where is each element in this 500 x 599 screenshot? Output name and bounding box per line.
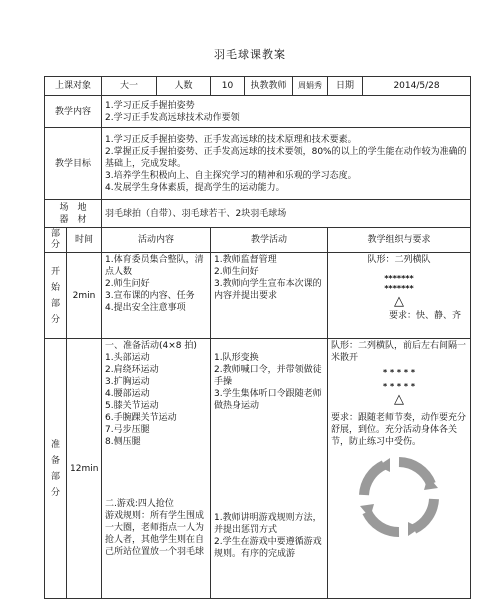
equipment-value: 羽毛球拍（自带）、羽毛球若干、2块羽毛球场 (102, 200, 471, 228)
content-item: 4.提出安全注意事项 (105, 303, 186, 313)
date-label: 日期 (328, 77, 363, 96)
equipment-label: 场 地 器 材 (45, 200, 102, 228)
content-item: 2.肩绕环运动 (105, 365, 159, 375)
activity-item: 2.教师喊口令，并带领做徒手操 (214, 365, 322, 387)
part-column-header: 部 分 (45, 228, 67, 253)
content-item: 4.腰部运动 (105, 389, 150, 399)
circle-arrows-icon (358, 456, 440, 538)
formation-stars-row: ******* (384, 274, 414, 283)
content-item: 一、准备活动(4×8 拍) (105, 341, 197, 351)
requirement-text: 要求：跟随老师节奏，动作要充分舒展，到位。充分活动身体各关节，防止练习中受伤。 (331, 413, 467, 447)
section-start-row (45, 253, 471, 339)
formation-label: 队形：二列横队，前后左右间隔一米散开 (331, 341, 467, 363)
content-item: 1.头部运动 (105, 353, 150, 363)
content-row (45, 96, 471, 128)
start-content-list (102, 253, 211, 339)
teacher-label: 执教教师 (245, 77, 293, 96)
content-list (102, 96, 471, 128)
content-item: 3.宣布课的内容、任务 (105, 291, 195, 301)
activity-column-header: 教学活动 (211, 228, 328, 253)
goal-item: 1.学习正反手握拍姿势、正手发高远球的技术原理和技术要素。 (105, 134, 357, 145)
prep-org-cell (328, 339, 471, 599)
content-item: 6.手腕踝关节运动 (105, 413, 177, 423)
goals-row (45, 128, 471, 200)
content-item: 2.学习正手发高远球技术动作要领 (105, 112, 240, 123)
formation-stars-row: * * * * * (382, 382, 416, 391)
content-item: 二.游戏:四人抢位 (105, 499, 174, 509)
target-label: 上课对象 (45, 77, 102, 96)
content-item: 7.弓步压腿 (105, 425, 150, 435)
prep-part-label: 准 备 部 分 (45, 339, 67, 599)
activity-item: 3.学生集体听口令跟随老师做热身运动 (214, 389, 322, 411)
requirement-text: 要求：快、静、齐 (389, 311, 462, 321)
prep-activity-list (211, 339, 328, 599)
lesson-plan-table (44, 76, 471, 599)
activity-item: 1.教师讲明游戏规则方法，并提出惩罚方式 (214, 513, 322, 535)
teacher-triangle-icon: △ (394, 392, 405, 407)
formation-stars-row: * * * * * (382, 368, 416, 377)
count-label: 人数 (157, 77, 211, 96)
start-part-label: 开 始 部 分 (45, 253, 67, 339)
org-column-header: 教学组织与要求 (328, 228, 471, 253)
prep-content-list (102, 339, 211, 599)
content-label: 教学内容 (45, 96, 102, 128)
circle-formation-icon (331, 456, 467, 542)
goal-item: 3.培养学生积极向上、自主探究学习的精神和乐观的学习态度。 (105, 170, 357, 181)
prep-time: 12min (67, 339, 102, 599)
header-row (45, 77, 471, 96)
content-column-header: 活动内容 (102, 228, 211, 253)
content-item: 5.膝关节运动 (105, 401, 159, 411)
activity-item: 2.师生问好 (214, 267, 259, 277)
time-column-header: 时间 (67, 228, 102, 253)
section-prep-row (45, 339, 471, 599)
target-value: 大一 (102, 77, 157, 96)
content-item: 2.师生问好 (105, 279, 150, 289)
content-item: 3.扩胸运动 (105, 377, 150, 387)
start-org-cell (328, 253, 471, 339)
content-item: 1.体育委员集合整队，清点人数 (105, 255, 204, 277)
content-item: 游戏规则：所有学生围成一大圈，老师指点一人为抢人者，其他学生则在自己所站位置放一个羽毛球 (105, 511, 205, 557)
formation-label: 队形：二列横队 (367, 255, 431, 265)
activity-item: 1.教师监督管理 (214, 255, 277, 265)
content-item: 1.学习正反手握拍姿势 (105, 100, 195, 111)
teacher-value: 周娟秀 (293, 77, 328, 96)
start-time: 2min (67, 253, 102, 339)
document-title: 羽毛球课教案 (214, 48, 286, 61)
goal-item: 2.掌握正反手握拍姿势、正手发高远球的技术要领，80%的以上的学生能在动作较为准确的基础上，完成发球。 (105, 146, 467, 169)
activity-item: 1.队形变换 (214, 353, 259, 363)
start-activity-list (211, 253, 328, 339)
equipment-row (45, 200, 471, 228)
column-header-row (45, 228, 471, 253)
goals-label: 教学目标 (45, 128, 102, 200)
date-value: 2014/5/28 (363, 77, 471, 96)
goal-item: 4.发展学生身体素质，提高学生的运动能力。 (105, 182, 285, 193)
teacher-triangle-icon: △ (394, 294, 405, 309)
content-item: 8.侧压腿 (105, 437, 141, 447)
activity-item: 2.学生在游戏中要遵循游戏规则。有序的完成游 (214, 537, 322, 559)
goals-list (102, 128, 471, 200)
formation-stars-row: ******* (384, 284, 414, 293)
count-value: 10 (211, 77, 245, 96)
activity-item: 3.教师向学生宣布本次课的内容并提出要求 (214, 279, 322, 301)
